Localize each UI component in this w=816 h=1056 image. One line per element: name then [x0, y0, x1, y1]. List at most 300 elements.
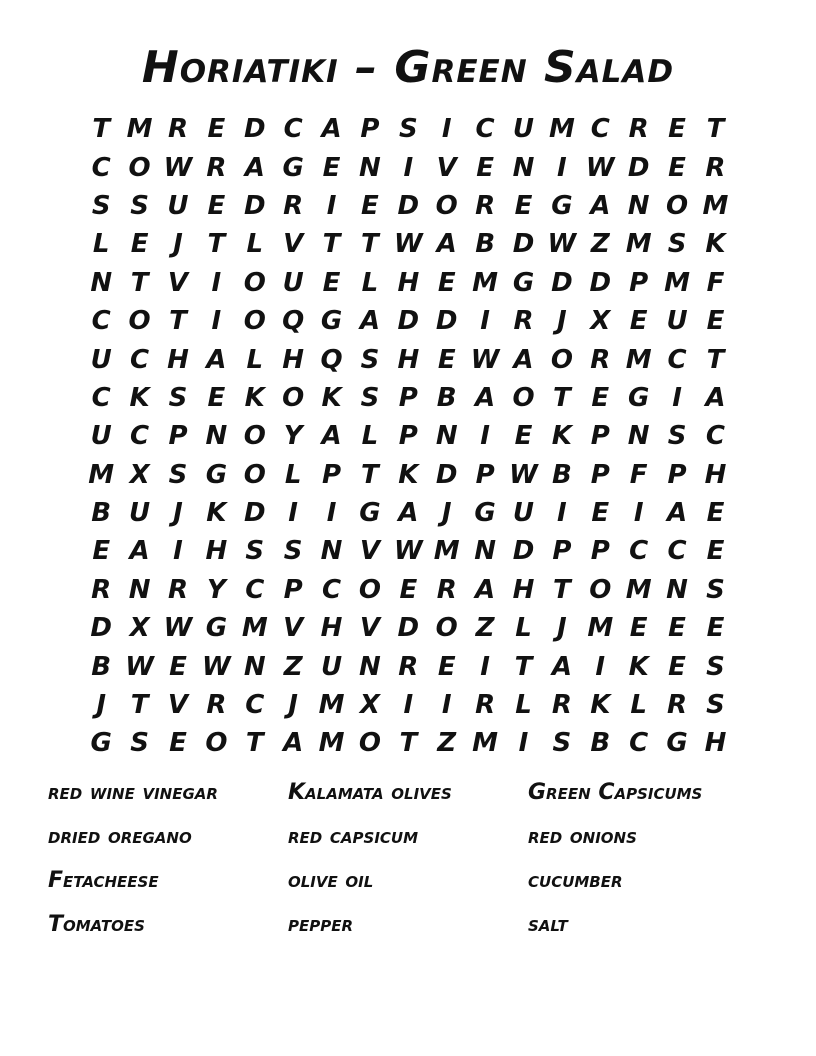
grid-cell[interactable]: H — [205, 536, 228, 567]
grid-cell[interactable]: E — [207, 382, 226, 413]
grid-cell[interactable]: N — [243, 651, 266, 682]
grid-cell[interactable]: D — [397, 306, 420, 337]
grid-cell[interactable]: M — [472, 728, 499, 759]
grid-cell[interactable]: S — [91, 190, 111, 221]
grid-cell[interactable]: O — [128, 306, 151, 337]
grid-cell[interactable]: O — [243, 306, 266, 337]
grid-cell[interactable]: M — [625, 344, 652, 375]
grid-cell[interactable]: C — [590, 114, 610, 145]
grid-cell[interactable]: E — [322, 152, 341, 183]
grid-cell[interactable]: E — [169, 728, 187, 759]
grid-cell[interactable]: M — [318, 690, 345, 721]
grid-cell[interactable]: I — [633, 498, 644, 529]
grid-cell[interactable]: E — [207, 114, 226, 145]
word-list-item: Green Capsicums — [528, 780, 703, 805]
grid-cell[interactable]: I — [403, 690, 414, 721]
grid-cell[interactable]: O — [512, 382, 535, 413]
grid-cell[interactable]: N — [359, 651, 381, 682]
grid-cell[interactable]: R — [91, 574, 112, 605]
grid-cell[interactable]: C — [705, 421, 725, 452]
grid-cell[interactable]: O — [358, 574, 381, 605]
grid-cell[interactable]: B — [91, 651, 112, 682]
grid-cell[interactable]: G — [205, 459, 228, 490]
grid-cell[interactable]: A — [551, 651, 572, 682]
grid-cell[interactable]: V — [167, 267, 189, 298]
grid-cell[interactable]: U — [90, 421, 112, 452]
grid-cell[interactable]: G — [627, 382, 650, 413]
grid-cell[interactable]: W — [163, 613, 193, 644]
grid-cell[interactable]: B — [590, 728, 611, 759]
grid-cell[interactable]: P — [475, 459, 495, 490]
grid-cell[interactable]: M — [472, 267, 499, 298]
grid-cell[interactable]: J — [441, 498, 452, 529]
grid-cell[interactable]: C — [667, 536, 687, 567]
grid-cell[interactable]: N — [627, 421, 650, 452]
grid-cell[interactable]: S — [130, 728, 149, 759]
grid-cell[interactable]: B — [436, 382, 457, 413]
grid-cell[interactable]: C — [91, 306, 111, 337]
word-list-item: dried oregano — [48, 824, 192, 849]
grid-cell[interactable]: W — [393, 536, 423, 567]
grid-cell[interactable]: E — [591, 498, 610, 529]
grid-cell[interactable]: C — [245, 690, 265, 721]
grid-cell[interactable]: N — [90, 267, 113, 298]
grid-cell[interactable]: I — [403, 152, 414, 183]
grid-cell[interactable]: I — [441, 114, 452, 145]
grid-cell[interactable]: E — [514, 421, 533, 452]
grid-cell[interactable]: E — [706, 536, 725, 567]
grid-cell[interactable]: G — [512, 267, 535, 298]
grid-cell[interactable]: M — [625, 229, 652, 260]
grid-cell[interactable]: I — [518, 728, 529, 759]
grid-cell[interactable]: A — [244, 152, 265, 183]
grid-cell[interactable]: S — [130, 190, 149, 221]
word-list-item: Tomatoes — [48, 912, 145, 937]
grid-cell[interactable]: Z — [437, 728, 457, 759]
grid-cell[interactable]: D — [589, 267, 612, 298]
grid-cell[interactable]: V — [167, 690, 189, 721]
grid-cell[interactable]: G — [205, 613, 228, 644]
grid-cell[interactable]: E — [361, 190, 379, 221]
grid-cell[interactable]: G — [359, 498, 381, 529]
grid-cell[interactable]: X — [359, 690, 380, 721]
grid-cell[interactable]: V — [283, 613, 304, 644]
grid-cell[interactable]: N — [512, 152, 535, 183]
grid-cell[interactable]: S — [245, 536, 265, 567]
grid-cell[interactable]: O — [435, 190, 458, 221]
grid-cell[interactable]: P — [629, 267, 649, 298]
grid-cell[interactable]: P — [398, 421, 418, 452]
grid-cell[interactable]: M — [318, 728, 345, 759]
grid-cell[interactable]: A — [513, 344, 534, 375]
grid-cell[interactable]: K — [705, 229, 726, 260]
grid-cell[interactable]: R — [705, 152, 726, 183]
grid-cell[interactable]: R — [475, 190, 496, 221]
word-list-item: cucumber — [528, 868, 623, 893]
grid-cell[interactable]: C — [130, 421, 150, 452]
grid-cell[interactable]: I — [326, 190, 337, 221]
grid-cell[interactable]: A — [475, 574, 496, 605]
grid-row — [82, 379, 742, 417]
grid-cell[interactable]: E — [322, 267, 341, 298]
grid-cell[interactable]: B — [551, 459, 572, 490]
grid-cell[interactable]: U — [666, 306, 688, 337]
grid-cell[interactable]: U — [512, 114, 535, 145]
grid-cell[interactable]: Y — [206, 574, 226, 605]
grid-cell[interactable]: E — [92, 536, 111, 567]
grid-cell[interactable]: L — [361, 267, 379, 298]
grid-cell[interactable]: E — [706, 498, 725, 529]
grid-cell[interactable]: N — [666, 574, 688, 605]
grid-cell[interactable]: E — [437, 344, 456, 375]
grid-cell[interactable]: Z — [590, 229, 610, 260]
grid-cell[interactable]: I — [480, 306, 490, 337]
grid-cell[interactable]: D — [551, 267, 573, 298]
grid-cell[interactable]: C — [130, 344, 150, 375]
grid-cell[interactable]: R — [167, 114, 188, 145]
grid-cell[interactable]: D — [435, 459, 458, 490]
grid-cell[interactable]: H — [397, 267, 420, 298]
grid-cell[interactable]: V — [436, 152, 457, 183]
grid-cell[interactable]: P — [168, 421, 188, 452]
grid-cell[interactable]: A — [475, 382, 496, 413]
grid-cell[interactable]: X — [129, 459, 150, 490]
grid-cell[interactable]: L — [246, 344, 264, 375]
grid-cell[interactable]: S — [667, 229, 687, 260]
grid-cell[interactable]: D — [397, 190, 420, 221]
grid-cell[interactable]: R — [206, 152, 227, 183]
grid-cell[interactable]: M — [433, 536, 460, 567]
grid-cell[interactable]: M — [625, 574, 652, 605]
grid-cell[interactable]: P — [590, 459, 610, 490]
grid-cell[interactable]: I — [595, 651, 606, 682]
grid-cell[interactable]: O — [243, 421, 266, 452]
grid-cell[interactable]: S — [552, 728, 572, 759]
grid-cell[interactable]: R — [551, 690, 572, 721]
grid-cell[interactable]: O — [243, 267, 266, 298]
grid-cell[interactable]: V — [359, 536, 380, 567]
grid-cell[interactable]: K — [590, 690, 611, 721]
grid-cell[interactable]: A — [206, 344, 227, 375]
grid-cell[interactable]: R — [283, 190, 304, 221]
grid-cell[interactable]: T — [553, 574, 571, 605]
grid-cell[interactable]: T — [169, 306, 187, 337]
grid-cell[interactable]: Z — [475, 613, 495, 644]
grid-cell[interactable]: S — [398, 114, 418, 145]
grid-cell[interactable]: N — [435, 421, 458, 452]
grid-cell[interactable]: E — [169, 651, 187, 682]
grid-cell[interactable]: E — [706, 306, 725, 337]
grid-cell[interactable]: S — [168, 382, 188, 413]
grid-cell[interactable]: G — [320, 306, 343, 337]
grid-cell[interactable]: R — [436, 574, 457, 605]
grid-cell[interactable]: L — [92, 229, 110, 260]
grid-cell[interactable]: S — [706, 690, 725, 721]
grid-cell[interactable]: E — [130, 229, 149, 260]
grid-cell[interactable]: L — [515, 690, 532, 721]
grid-cell[interactable]: F — [706, 267, 725, 298]
grid-cell[interactable]: F — [629, 459, 648, 490]
grid-cell[interactable]: G — [666, 728, 688, 759]
grid-cell[interactable]: I — [441, 690, 452, 721]
grid-cell[interactable]: J — [557, 613, 567, 644]
grid-cell[interactable]: O — [282, 382, 305, 413]
grid-cell[interactable]: O — [589, 574, 612, 605]
grid-cell[interactable]: N — [205, 421, 228, 452]
grid-cell[interactable]: I — [480, 651, 490, 682]
grid-cell[interactable]: R — [628, 114, 649, 145]
grid-cell[interactable]: N — [320, 536, 343, 567]
grid-cell[interactable]: W — [163, 152, 193, 183]
grid-cell[interactable]: U — [282, 267, 304, 298]
grid-cell[interactable]: P — [590, 536, 610, 567]
grid-cell[interactable]: I — [288, 498, 298, 529]
grid-cell[interactable]: E — [629, 613, 648, 644]
grid-cell[interactable]: O — [205, 728, 228, 759]
grid-cell[interactable]: C — [91, 152, 111, 183]
grid-cell[interactable]: W — [202, 651, 231, 682]
grid-cell[interactable]: O — [243, 459, 266, 490]
grid-cell[interactable]: T — [706, 114, 725, 145]
grid-cell[interactable]: A — [666, 498, 688, 529]
grid-cell[interactable]: A — [590, 190, 611, 221]
grid-cell[interactable]: C — [321, 574, 342, 605]
grid-cell[interactable]: P — [590, 421, 610, 452]
grid-cell[interactable]: W — [125, 651, 154, 682]
grid-cell[interactable]: U — [129, 498, 151, 529]
grid-cell[interactable]: U — [167, 190, 189, 221]
grid-cell[interactable]: M — [548, 114, 575, 145]
word-list-item: red onions — [528, 824, 637, 849]
grid-cell[interactable]: P — [360, 114, 380, 145]
grid-cell[interactable]: M — [126, 114, 153, 145]
grid-cell[interactable]: Z — [283, 651, 303, 682]
grid-cell[interactable]: E — [207, 190, 226, 221]
grid-cell[interactable]: L — [246, 229, 264, 260]
grid-cell[interactable]: N — [474, 536, 496, 567]
grid-cell[interactable]: V — [283, 229, 304, 260]
grid-cell[interactable]: T — [92, 114, 111, 145]
grid-cell[interactable]: W — [585, 152, 615, 183]
grid-cell[interactable]: O — [666, 190, 689, 221]
grid-cell[interactable]: I — [326, 498, 337, 529]
grid-cell[interactable]: U — [90, 344, 112, 375]
grid-cell[interactable]: O — [550, 344, 573, 375]
grid-cell[interactable]: H — [397, 344, 420, 375]
grid-cell[interactable]: K — [206, 498, 227, 529]
grid-cell[interactable]: A — [436, 229, 457, 260]
grid-cell[interactable]: T — [245, 728, 264, 759]
grid-cell[interactable]: H — [320, 613, 343, 644]
grid-cell[interactable]: M — [702, 190, 729, 221]
grid-cell[interactable]: D — [397, 613, 420, 644]
grid-cell[interactable]: G — [282, 152, 304, 183]
grid-cell[interactable]: V — [359, 613, 380, 644]
grid-cell[interactable]: J — [288, 690, 298, 721]
grid-cell[interactable]: R — [590, 344, 611, 375]
grid-cell[interactable]: R — [167, 574, 188, 605]
grid-cell[interactable]: T — [130, 267, 149, 298]
grid-cell[interactable]: X — [590, 306, 611, 337]
grid-cell[interactable]: D — [243, 190, 266, 221]
grid-cell[interactable]: P — [398, 382, 418, 413]
grid-cell[interactable]: E — [629, 306, 648, 337]
grid-cell[interactable]: L — [515, 613, 532, 644]
grid-cell[interactable]: A — [359, 306, 380, 337]
grid-cell[interactable]: W — [509, 459, 538, 490]
grid-cell[interactable]: J — [557, 306, 567, 337]
grid-cell[interactable]: C — [283, 114, 303, 145]
grid-cell[interactable]: M — [241, 613, 268, 644]
grid-cell[interactable]: L — [284, 459, 302, 490]
grid-cell[interactable]: Q — [282, 306, 305, 337]
grid-cell[interactable]: Q — [320, 344, 343, 375]
grid-cell[interactable]: E — [668, 114, 686, 145]
word-list-item: Fetacheese — [48, 868, 159, 893]
grid-cell[interactable]: E — [514, 190, 533, 221]
grid-cell[interactable]: U — [512, 498, 535, 529]
grid-cell[interactable]: L — [361, 421, 379, 452]
grid-cell[interactable]: M — [587, 613, 614, 644]
grid-cell[interactable]: S — [168, 459, 188, 490]
grid-cell[interactable]: O — [128, 152, 151, 183]
grid-cell[interactable]: K — [628, 651, 649, 682]
grid-cell[interactable]: L — [630, 690, 647, 721]
grid-cell[interactable]: B — [91, 498, 112, 529]
grid-cell[interactable]: R — [667, 690, 688, 721]
grid-cell[interactable]: H — [704, 728, 727, 759]
grid-cell[interactable]: N — [627, 190, 650, 221]
grid-cell[interactable]: D — [435, 306, 458, 337]
grid-cell[interactable]: T — [399, 728, 418, 759]
grid-cell[interactable]: E — [668, 651, 686, 682]
grid-cell[interactable]: W — [393, 229, 423, 260]
grid-cell[interactable]: C — [245, 574, 265, 605]
grid-cell[interactable]: A — [283, 728, 304, 759]
grid-cell[interactable]: D — [243, 114, 266, 145]
grid-cell[interactable]: T — [553, 382, 571, 413]
grid-cell[interactable]: T — [514, 651, 533, 682]
grid-cell[interactable]: S — [283, 536, 303, 567]
grid-cell[interactable]: K — [398, 459, 419, 490]
grid-cell[interactable]: D — [90, 613, 112, 644]
grid-cell[interactable]: C — [667, 344, 687, 375]
grid-cell[interactable]: T — [361, 459, 379, 490]
grid-cell[interactable]: I — [672, 382, 682, 413]
grid-cell[interactable]: M — [664, 267, 690, 298]
grid-cell[interactable]: C — [91, 382, 111, 413]
grid-cell[interactable]: P — [283, 574, 303, 605]
grid-cell[interactable]: G — [474, 498, 496, 529]
grid-cell[interactable]: E — [437, 267, 456, 298]
grid-cell[interactable]: T — [207, 229, 226, 260]
grid-cell[interactable]: I — [211, 306, 222, 337]
grid-cell[interactable]: S — [360, 382, 380, 413]
grid-cell[interactable]: N — [359, 152, 381, 183]
grid-cell[interactable]: P — [322, 459, 342, 490]
grid-cell[interactable]: I — [480, 421, 490, 452]
grid-cell[interactable]: S — [360, 344, 380, 375]
grid-cell[interactable]: D — [243, 498, 266, 529]
puzzle-title: Horiatiki – Green Salad — [141, 42, 675, 93]
grid-cell[interactable]: W — [470, 344, 500, 375]
grid-cell[interactable]: T — [322, 229, 341, 260]
grid-cell[interactable]: B — [475, 229, 496, 260]
grid-cell[interactable]: A — [321, 421, 342, 452]
grid-cell[interactable]: A — [321, 114, 342, 145]
grid-cell[interactable]: A — [398, 498, 419, 529]
grid-cell[interactable]: J — [173, 229, 183, 260]
grid-cell[interactable]: E — [668, 152, 686, 183]
grid-cell[interactable]: E — [591, 382, 610, 413]
grid-cell[interactable]: H — [282, 344, 305, 375]
grid-row — [82, 110, 742, 148]
grid-cell[interactable]: W — [547, 229, 577, 260]
grid-cell[interactable]: P — [552, 536, 572, 567]
grid-cell[interactable]: E — [399, 574, 418, 605]
grid-cell[interactable]: D — [512, 536, 535, 567]
grid-row — [82, 187, 742, 225]
grid-cell[interactable]: N — [128, 574, 151, 605]
grid-cell[interactable]: M — [88, 459, 115, 490]
grid-cell[interactable]: T — [361, 229, 379, 260]
grid-cell[interactable]: J — [96, 690, 107, 721]
grid-cell[interactable]: E — [706, 613, 725, 644]
grid-cell[interactable]: E — [668, 613, 686, 644]
grid-cell[interactable]: I — [557, 498, 567, 529]
grid-cell[interactable]: E — [437, 651, 456, 682]
grid-cell[interactable]: H — [704, 459, 727, 490]
grid-cell[interactable]: R — [206, 690, 227, 721]
grid-cell[interactable]: I — [173, 536, 183, 567]
grid-cell[interactable]: A — [705, 382, 726, 413]
grid-cell[interactable]: J — [173, 498, 183, 529]
grid-cell[interactable]: R — [398, 651, 419, 682]
grid-cell[interactable]: I — [211, 267, 222, 298]
grid-cell[interactable]: G — [551, 190, 573, 221]
grid-cell[interactable]: I — [557, 152, 567, 183]
grid-cell[interactable]: S — [706, 574, 725, 605]
grid-cell[interactable]: O — [435, 613, 458, 644]
grid-cell[interactable]: K — [129, 382, 150, 413]
grid-cell[interactable]: T — [706, 344, 725, 375]
grid-cell[interactable]: S — [706, 651, 725, 682]
grid-cell[interactable]: K — [244, 382, 265, 413]
grid-cell[interactable]: C — [629, 536, 649, 567]
grid-cell[interactable]: R — [513, 306, 534, 337]
grid-cell[interactable]: X — [129, 613, 150, 644]
grid-cell[interactable]: R — [475, 690, 496, 721]
grid-cell[interactable]: O — [358, 728, 381, 759]
grid-cell[interactable]: Y — [283, 421, 303, 452]
grid-cell[interactable]: C — [629, 728, 649, 759]
grid-cell[interactable]: K — [321, 382, 342, 413]
grid-cell[interactable]: H — [167, 344, 189, 375]
grid-cell[interactable]: S — [667, 421, 687, 452]
grid-cell[interactable]: C — [475, 114, 495, 145]
grid-cell[interactable]: U — [320, 651, 343, 682]
grid-cell[interactable]: D — [512, 229, 535, 260]
grid-cell[interactable]: H — [512, 574, 535, 605]
grid-cell[interactable]: G — [90, 728, 112, 759]
grid-cell[interactable]: T — [130, 690, 149, 721]
grid-cell[interactable]: K — [551, 421, 572, 452]
grid-cell[interactable]: A — [129, 536, 150, 567]
word-list-item: pepper — [288, 912, 354, 937]
grid-cell[interactable]: P — [667, 459, 687, 490]
grid-cell[interactable]: E — [476, 152, 494, 183]
grid-cell[interactable]: D — [627, 152, 650, 183]
